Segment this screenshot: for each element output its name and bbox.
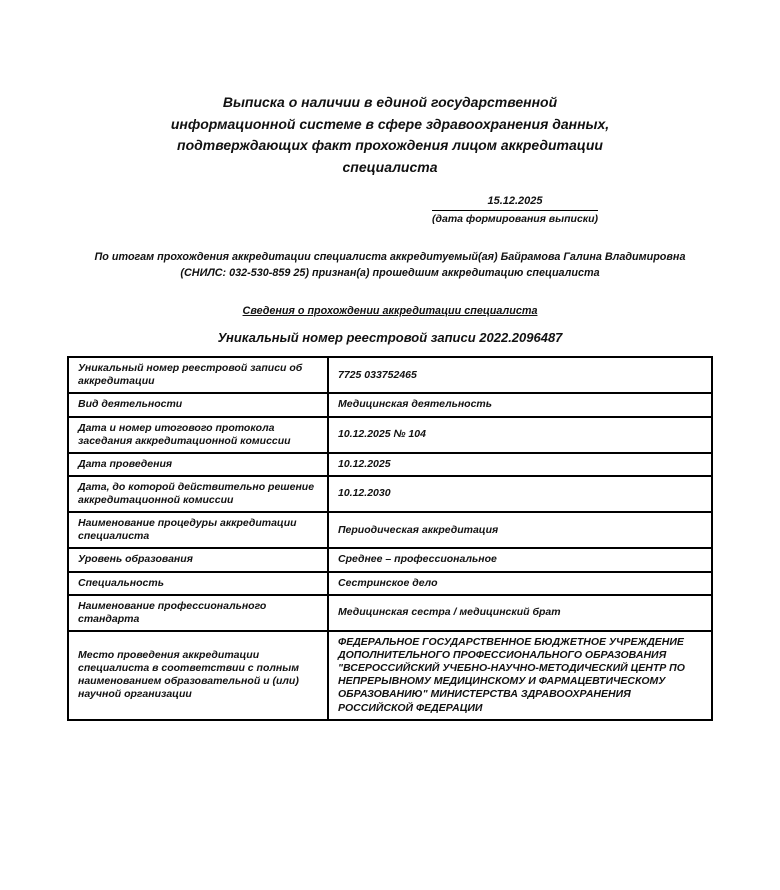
row-label: Дата, до которой действительно решение аккредитационной комиссии (68, 476, 328, 512)
row-label: Уникальный номер реестровой записи об аккредитации (68, 357, 328, 393)
table-row (68, 572, 712, 595)
table-row (68, 476, 712, 512)
row-label: Уровень образования (68, 548, 328, 571)
issue-date-value: 15.12.2025 (432, 195, 598, 211)
accreditation-table-body (68, 357, 712, 720)
row-value: Периодическая аккредитация (328, 512, 712, 548)
row-value: Сестринское дело (328, 572, 712, 595)
table-row (68, 393, 712, 416)
table-row (68, 453, 712, 476)
row-label: Наименование профессионального стандарта (68, 595, 328, 631)
row-value: Среднее – профессиональное (328, 548, 712, 571)
row-value: Медицинская деятельность (328, 393, 712, 416)
table-row (68, 548, 712, 571)
table-row (68, 631, 712, 720)
registry-number-line: Уникальный номер реестровой записи 2022.2096487 (217, 330, 563, 346)
table-row (68, 512, 712, 548)
issue-date-caption: (дата формирования выписки) (432, 212, 599, 225)
accreditation-table (67, 356, 713, 721)
row-value: ФЕДЕРАЛЬНОЕ ГОСУДАРСТВЕННОЕ БЮДЖЕТНОЕ УЧРЕЖДЕНИЕ ДОПОЛНИТЕЛЬНОГО ПРОФЕССИОНАЛЬНОГО ОБРАЗОВАНИЯ "ВСЕРОССИЙСКИЙ УЧЕБНО-НАУЧНО-МЕТОДИЧЕСКИЙ ЦЕНТР ПО НЕПРЕРЫВНОМУ МЕДИЦИНСКОМУ И ФАРМАЦЕВТИЧЕСКОМУ ОБРАЗОВАНИЮ" МИНИСТЕРСТВА ЗДРАВООХРАНЕНИЯ РОССИЙСКОЙ ФЕДЕРАЦИИ (328, 631, 712, 720)
row-value: 10.12.2025 (328, 453, 712, 476)
document-title: Выписка о наличии в единой государственной информационной системе в сфере здравоохранения данных, подтверждающих факт прохождения лицом аккредитации специалиста (170, 94, 610, 176)
row-value: 10.12.2030 (328, 476, 712, 512)
row-label: Дата проведения (68, 453, 328, 476)
table-row (68, 357, 712, 393)
row-label: Вид деятельности (68, 393, 328, 416)
row-value: 10.12.2025 № 104 (328, 417, 712, 453)
table-row (68, 595, 712, 631)
row-value: Медицинская сестра / медицинский брат (328, 595, 712, 631)
row-label: Специальность (68, 572, 328, 595)
row-label: Дата и номер итогового протокола заседания аккредитационной комиссии (68, 417, 328, 453)
row-label: Место проведения аккредитации специалиста в соответствии с полным наименованием образовательной и (или) научной организации (68, 631, 328, 720)
row-value: 7725 033752465 (328, 357, 712, 393)
accreditation-summary: По итогам прохождения аккредитации специалиста аккредитуемый(ая) Байрамова Галина Владимировна (СНИЛС: 032-530-859 25) признан(а) прошедшим аккредитацию специалиста (94, 250, 686, 279)
issue-date-block (432, 195, 598, 225)
table-row (68, 417, 712, 453)
section-heading: Сведения о прохождении аккредитации специалиста (242, 305, 538, 318)
row-label: Наименование процедуры аккредитации специалиста (68, 512, 328, 548)
